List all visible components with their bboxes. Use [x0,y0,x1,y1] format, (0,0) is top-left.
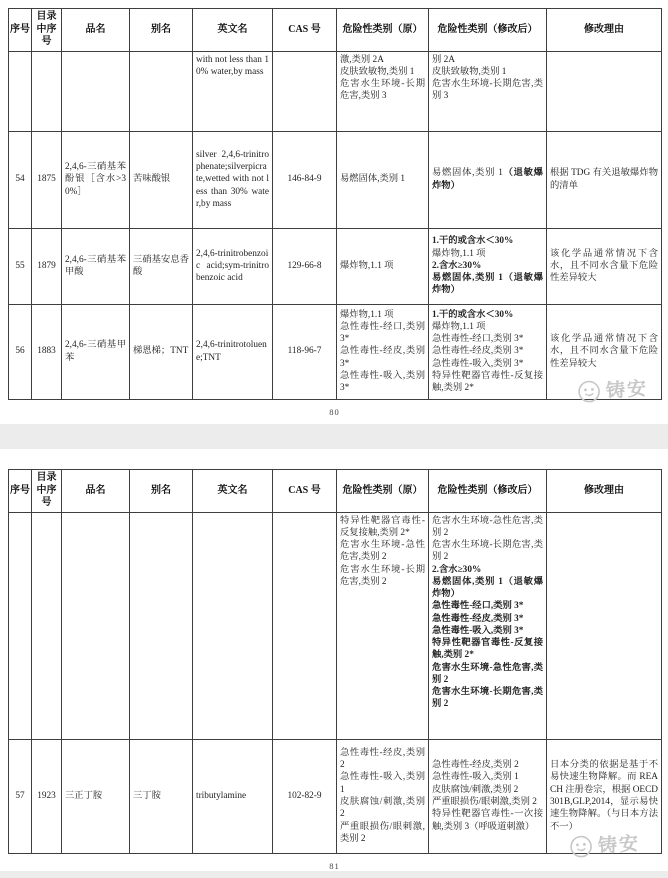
chemical-hazard-table [8,8,662,400]
chemical-hazard-table [8,469,662,854]
cell-english-name [193,739,273,853]
cell-line: 146-84-9 [287,174,322,185]
cell-line: silver 2,4,6-trinitrophenate;silverpicrate,wetted with not less than 30% water,by mass [196,149,269,209]
cell-hazard-original [337,131,429,228]
page-80 [0,8,668,417]
cell-line: 1.干的或含水＜30% [432,236,514,247]
cell-line: 危害水生环境-急性危害,类别 2 [432,662,543,685]
column-header-hazard-revised: 危险性类别（修改后） [429,470,547,513]
cell-line: 皮肤致敏物,类别 1 [432,66,507,77]
table-header-row [9,470,662,513]
column-header-hazard-revised: 危险性类别（修改后） [429,9,547,52]
cell-line: 爆炸物,1.1 项 [340,260,394,271]
table-row [9,739,662,853]
cell-hazard-original [337,228,429,304]
cell-line: 1883 [37,346,56,357]
page-number-80: 80 [329,406,340,417]
cell-alias [130,131,193,228]
cell-line: 2,4,6-三硝基甲苯 [65,340,126,363]
page-81 [0,469,668,871]
cell-line: 2,4,6-三硝基苯酚银［含水>30%］ [65,162,126,197]
cell-line: 急性毒性-经皮,类别 2 [432,760,519,771]
column-header-alias: 别名 [130,470,193,513]
cell-line: 易燃固体,类别 1（退敏爆炸物） [432,273,543,296]
watermark-text: 铸安 [605,378,649,403]
cell-seq [9,228,32,304]
cell-product-name [62,304,130,399]
column-header-alias: 别名 [130,9,193,52]
watermark-text: 铸安 [597,833,641,858]
cell-english-name [193,512,273,739]
cell-line: 1879 [37,260,56,271]
cell-line: 该化学品通常情况下含水，且不同水含量下危险性差异较大 [550,334,658,369]
cell-cas-no [273,512,337,739]
column-header-seq: 序号 [9,9,32,52]
hazard-table-page-81 [0,469,668,854]
cell-line: 急性毒性-吸入,类别 3* [432,358,524,369]
cell-line: 54 [15,174,25,185]
cell-line: 102-82-9 [287,790,322,801]
cell-line: 苦味酸银 [133,174,171,185]
cell-line: 急性毒性-吸入,类别 1 [340,772,425,795]
cell-line: 118-96-7 [287,346,322,357]
cell-cas-no [273,739,337,853]
cell-line: 急性毒性-经皮,类别 3* [340,346,425,369]
cell-product-name [62,739,130,853]
cell-line: 该化学品通常情况下含水，且不同水含量下危险性差异较大 [550,248,658,284]
cell-seq [9,739,32,853]
cell-line: 1923 [37,790,56,801]
cell-line: 日本分类的依据是基于不易快速生物降解。而 REACH 注册卷宗，根据 OECD301B,GLP,2014，显示易快速生物降解。（与日本方法不一） [550,760,658,832]
cell-line: 55 [15,260,25,271]
cell-line: 急性毒性-吸入,类别 1 [432,772,519,783]
cell-line: 危害水生环境-长期危害,类别 2 [432,687,543,710]
column-header-english-name: 英文名 [193,9,273,52]
cell-line: 1875 [37,174,56,185]
column-header-reason: 修改理由 [547,9,662,52]
cell-line: 2.含水≥30% [432,260,482,271]
column-header-cas-no: CAS 号 [273,9,337,52]
cell-catalog-no [32,131,62,228]
cell-line: 三丁胺 [133,790,161,801]
cell-line: 根据 TDG 有关退敏爆炸物的清单 [550,168,658,191]
cell-hazard-revised [429,739,547,853]
cell-line: 急性毒性-经皮,类别 3* [432,346,524,357]
cell-seq [9,51,32,131]
cell-line: 特异性靶器官毒性-反复接触,类别 2* [432,370,543,394]
column-header-product-name: 品名 [62,9,130,52]
table-row [9,512,662,739]
cell-english-name [193,131,273,228]
cell-line: 严重眼损伤/眼刺激,类别 2 [340,821,425,844]
table-row [9,131,662,228]
cell-line: 危害水生环境-急性危害,类别 2 [432,515,543,538]
cell-hazard-revised [429,304,547,399]
cell-line: 危害水生环境-急性危害,类别 2 [340,540,425,563]
cell-line: 易燃固体,类别 1（退敏爆炸物） [432,576,543,600]
cell-product-name [62,131,130,228]
cell-reason [547,739,662,853]
cell-hazard-revised [429,51,547,131]
cell-product-name [62,512,130,739]
column-header-product-name: 品名 [62,470,130,513]
table-row [9,228,662,304]
cell-line: 129-66-8 [287,260,322,271]
column-header-hazard-original: 危险性类别（原） [337,9,429,52]
cell-seq [9,131,32,228]
cell-alias [130,228,193,304]
cell-line: 急性毒性-经皮,类别 3* [432,613,524,624]
cell-line: 1.干的或含水＜30% [432,309,514,320]
cell-hazard-original [337,304,429,399]
cell-line: with not less than 10% water,by mass [196,54,269,77]
cell-seq [9,304,32,399]
cell-hazard-revised [429,131,547,228]
cell-product-name [62,51,130,131]
cell-reason [547,51,662,131]
cell-catalog-no [32,304,62,399]
cell-line: 急性毒性-经口,类别 3* [432,601,524,612]
cell-hazard-revised [429,512,547,739]
cell-line: 2,4,6-trinitrotoluene;TNT [196,340,267,363]
cell-english-name [193,228,273,304]
cell-line: 56 [15,346,25,357]
cell-line: 特异性靶器官毒性-反复接触,类别 2* [340,515,425,538]
cell-line: 三正丁胺 [65,790,103,801]
table-row [9,304,662,399]
column-header-english-name: 英文名 [193,470,273,513]
cell-line: 爆炸物,1.1 项 [340,309,394,320]
table-header-row [9,9,662,52]
cell-cas-no [273,131,337,228]
cell-line: 特异性靶器官毒性-反复接触,类别 2* [432,638,543,661]
cell-cas-no [273,228,337,304]
cell-line: 别 2A [432,54,455,65]
cell-line: 2.含水≥30% [432,564,482,575]
cell-line: 危害水生环境-长期危害,类别 2 [340,564,425,587]
cell-catalog-no [32,228,62,304]
page-number-81: 81 [329,860,340,871]
cell-line: 皮肤腐蚀/刺激,类别 2 [432,784,519,795]
cell-catalog-no [32,51,62,131]
cell-line: 梯恩梯；TNT [133,346,189,357]
cell-catalog-no [32,739,62,853]
cell-cas-no [273,304,337,399]
cell-line: 急性毒性-经口,类别 3* [340,321,425,345]
cell-hazard-original [337,51,429,131]
cell-catalog-no [32,512,62,739]
column-header-catalog-no: 目录中序号 [32,470,62,513]
cell-line: 2,4,6-trinitrobenzoic acid;sym-trinitrobenzoic acid [196,248,269,284]
cell-line: 严重眼损伤/眼刺激,类别 2 [432,797,537,807]
cell-reason [547,228,662,304]
cell-english-name [193,304,273,399]
column-header-catalog-no: 目录中序号 [32,9,62,52]
bottom-page-edge-band [0,871,668,878]
column-header-cas-no: CAS 号 [273,470,337,513]
cell-line: 危害水生环境-长期危害,类别 2 [432,540,543,563]
cell-line: 爆炸物,1.1 项 [432,248,486,259]
column-header-hazard-original: 危险性类别（原） [337,470,429,513]
cell-line: 皮肤致敏物,类别 1 [340,66,415,77]
cell-product-name [62,228,130,304]
cell-hazard-original [337,739,429,853]
cell-english-name [193,51,273,131]
cell-reason [547,304,662,399]
cell-reason [547,131,662,228]
cell-line: 急性毒性-吸入,类别 3* [340,370,425,394]
cell-alias [130,739,193,853]
cell-line: 急性毒性-吸入,类别 3* [432,625,524,636]
cell-reason [547,512,662,739]
cell-alias [130,51,193,131]
cell-seq [9,512,32,739]
cell-line: 易燃固体,类别 1（退敏爆炸物） [432,168,543,191]
cell-line: 特异性靶器官毒性-一次接触,类别 3（呼吸道刺激） [432,809,543,832]
cell-line: 易燃固体,类别 1 [340,174,406,185]
table-row [9,51,662,131]
cell-line: 急性毒性-经皮,类别 2 [340,747,425,771]
cell-alias [130,512,193,739]
hazard-table-page-80 [0,8,668,400]
cell-line: 57 [15,790,25,801]
column-header-seq: 序号 [9,470,32,513]
cell-line: tributylamine [196,790,247,801]
cell-line: 皮肤腐蚀/刺激,类别 2 [340,797,425,820]
cell-line: 急性毒性-经口,类别 3* [432,334,524,345]
cell-line: 三硝基安息香酸 [133,254,189,277]
cell-line: 爆炸物,1.1 项 [432,321,486,332]
column-header-reason: 修改理由 [547,470,662,513]
page-separator-band [0,424,668,449]
cell-hazard-revised [429,228,547,304]
cell-alias [130,304,193,399]
cell-hazard-original [337,512,429,739]
cell-line: 危害水生环境-长期危害,类别 3 [340,79,425,102]
cell-line: 危害水生环境-长期危害,类别 3 [432,79,543,102]
cell-line: 2,4,6-三硝基苯甲酸 [65,254,126,277]
cell-cas-no [273,51,337,131]
cell-line: 激,类别 2A [340,54,384,65]
